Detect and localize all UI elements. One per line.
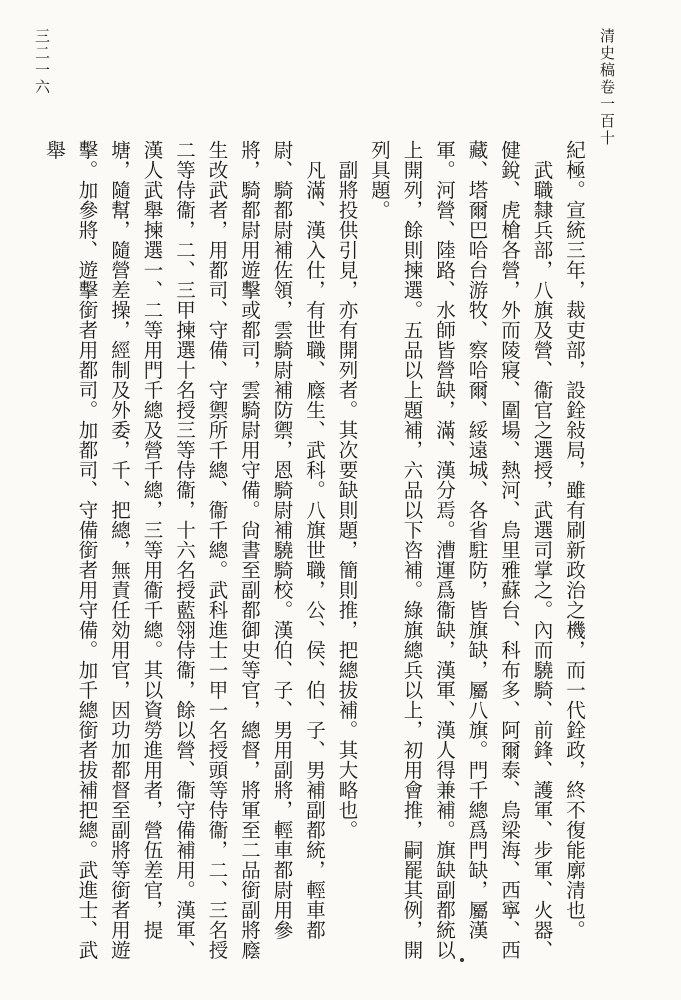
- paragraph-4: 凡滿、漢入仕，有世職、廕生、武科。八旗世職，公、侯、伯、子、男補副都統，輕車都尉、騎都尉補佐領，雲騎尉補防禦，恩騎尉補驍騎校。漢伯、子、男用副將，輕車都尉用參將，騎都尉用遊擊或都司，雲騎尉用守備。尙書至副都御史等官，總督，將軍至二品銜副將廕生改武者，用都司、守備、守禦所千總、衞千總。武科進士一甲一名授頭等侍衞，二、三名授二等侍衞，二、三甲揀選十名授三等侍衞，十六名授藍翎侍衞，餘以營、衞守備補用。漢軍、漢人武舉揀選一、二等用門千總及營千總，三等用衞千總。其以資勞進用者，營伍差官，提塘，隨幫，隨營差操，經制及外委，千、把總，無責任効用官，因功加都督至副將等銜者用遊擊。加參將、遊擊銜者用都司。加都司、守備銜者用守備。加千總銜者拔補把總。武進士、武舉: [43, 140, 326, 960]
- page-number: 三二一六: [33, 28, 51, 96]
- book-title: 清史稿卷一百十: [598, 28, 616, 147]
- scan-dot-mark: [460, 958, 464, 962]
- paragraph-3: 副將投供引見，亦有開列者。其次要缺則題，簡則推，把總拔補。其大略也。: [335, 159, 359, 840]
- page-body: [43, 140, 590, 960]
- paragraph-1: 紀極。宣統三年，裁吏部，設銓敍局，雖有刷新政治之機，而一代銓政，終不復能廓清也。: [563, 140, 586, 940]
- paragraph-2: 武職隸兵部，八旗及營、衞官之選授，武選司掌之。內而驍騎、前鋒、護軍、步軍、火器、健銳、虎槍各營，外而陵寢、圍場、熱河、烏里雅蘇台、科布多、阿爾泰、烏梁海、西寧、西藏、塔爾巴哈台游牧、察哈爾、綏遠城、各省駐防，皆旗缺，屬八旗。門千總爲門缺，屬漢軍。河營、陸路、水師皆營缺，滿、漢分焉。漕運爲衞缺，漢軍、漢人得兼補。旗缺副都統以上開列，餘則揀選。五品以上題補，六品以下咨補。綠旗總兵以上，初用會推，嗣罷其例，開列具題。: [368, 140, 554, 960]
